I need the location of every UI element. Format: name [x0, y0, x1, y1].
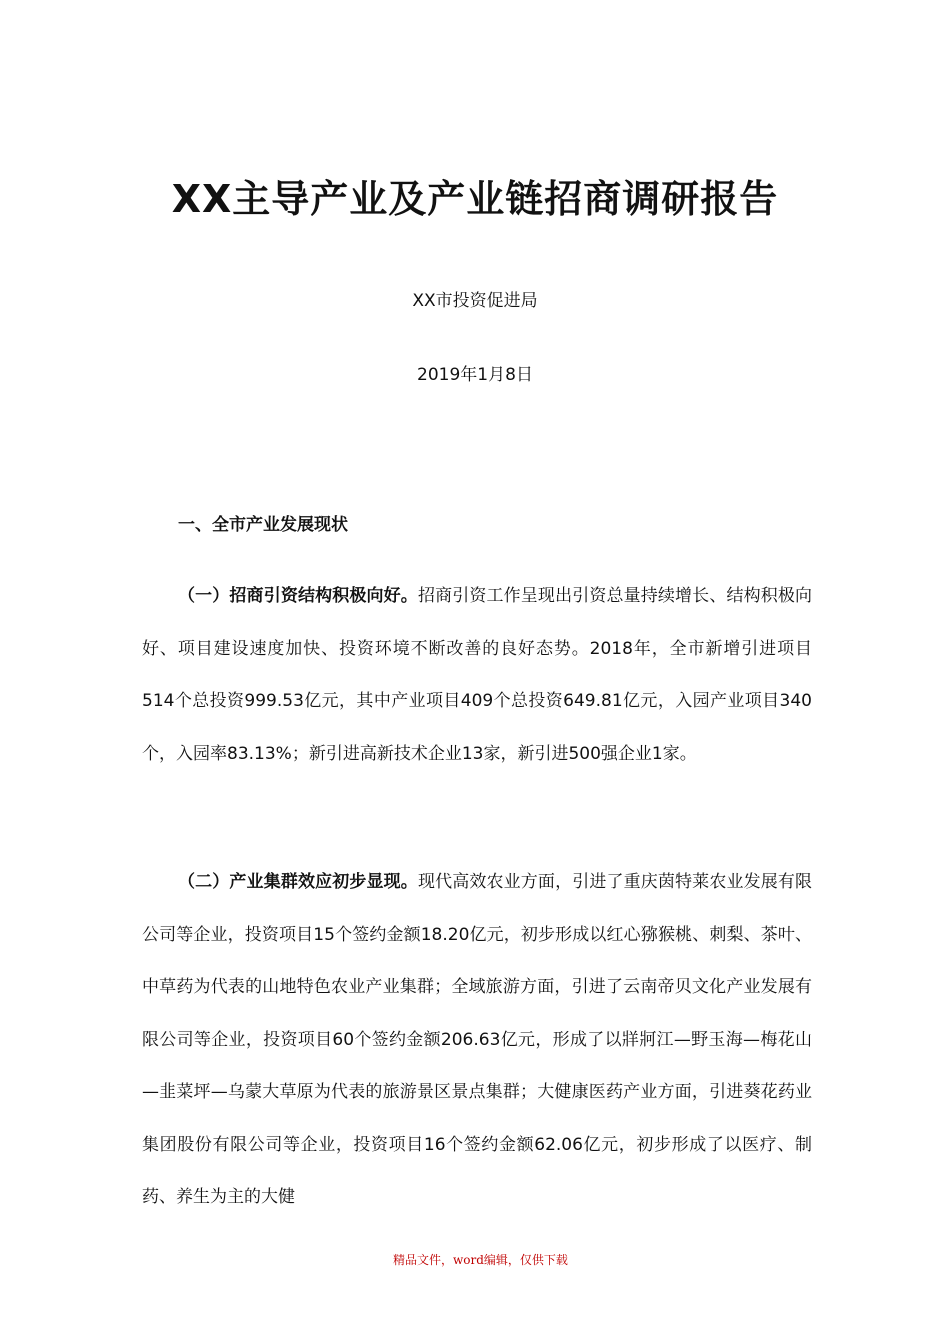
document-title: XX主导产业及产业链招商调研报告 [171, 177, 779, 221]
paragraph-1-lead: （一）招商引资结构积极向好。 [178, 586, 418, 606]
paragraph-2 [142, 856, 812, 1224]
paragraph-1 [142, 570, 812, 780]
issuing-organization: XX市投资促进局 [412, 291, 538, 311]
paragraph-1-text: 招商引资工作呈现出引资总量持续增长、结构积极向好、项目建设速度加快、投资环境不断改善的良好态势。2018年，全市新增引进项目514个总投资999.53亿元，其中产业项目409个总投资649.81亿元，入园产业项目340个，入园率83.13%；新引进高新技术企业13家，新引进500强企业1家。 [142, 586, 813, 764]
document-date: 2019年1月8日 [417, 365, 533, 385]
paragraph-2-lead: （二）产业集群效应初步显现。 [178, 872, 418, 892]
footer-note: 精品文件，word编辑，仅供下载 [393, 1253, 568, 1267]
paragraph-2-text: 现代高效农业方面，引进了重庆茵特莱农业发展有限公司等企业，投资项目15个签约金额18.20亿元，初步形成以红心猕猴桃、刺梨、茶叶、中草药为代表的山地特色农业产业集群；全域旅游方面，引进了云南帝贝文化产业发展有限公司等企业，投资项目60个签约金额206.63亿元，形成了以牂牁江—野玉海—梅花山—韭菜坪—乌蒙大草原为代表的旅游景区景点集群；大健康医药产业方面，引进葵花药业集团股份有限公司等企业，投资项目16个签约金额62.06亿元，初步形成了以医疗、制药、养生为主的大健 [142, 872, 813, 1207]
section-heading: 一、全市产业发展现状 [178, 515, 348, 535]
